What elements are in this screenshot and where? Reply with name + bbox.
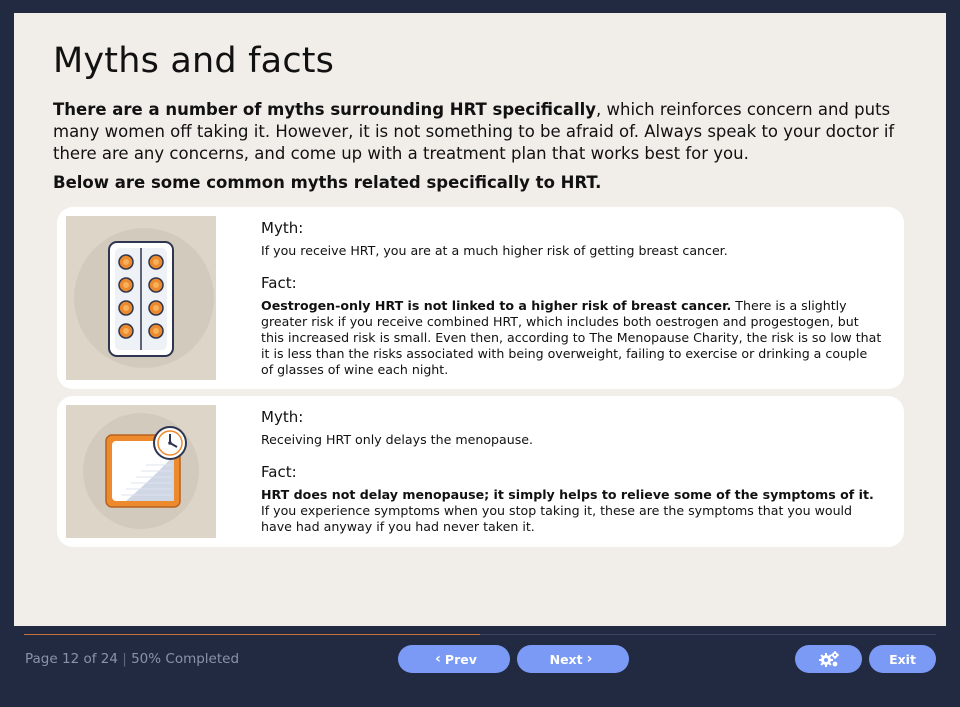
subheading: Below are some common myths related specifically to HRT. — [53, 173, 602, 192]
page-indicator: Page 12 of 24 — [25, 651, 118, 667]
intro-bold: There are a number of myths surrounding HRT specifically — [53, 100, 597, 119]
intro-paragraph — [53, 99, 913, 165]
fact-bold: Oestrogen-only HRT is not linked to a higher risk of breast cancer. — [261, 298, 732, 313]
chevron-right-icon: › — [586, 651, 593, 667]
fact-text — [261, 487, 882, 535]
prev-label: Prev — [444, 651, 477, 667]
calendar-clock-icon — [66, 405, 216, 538]
next-button[interactable] — [517, 645, 629, 673]
card-2-text — [261, 408, 882, 535]
next-label: Next — [549, 651, 583, 667]
intro-rest: , which reinforces concern and puts many women off taking it. However, it is not something to be afraid of. Always speak to your doctor if there are any concerns, and come up with a treatment plan that works best for you. — [53, 100, 895, 163]
page-title: Myths and facts — [53, 41, 335, 81]
fact-bold: HRT does not delay menopause; it simply helps to relieve some of the symptoms of it. — [261, 487, 874, 502]
status-separator: | — [122, 651, 127, 667]
calendar-clock-illustration — [66, 405, 216, 538]
myth-label: Myth: — [261, 219, 304, 237]
fact-text — [261, 298, 882, 378]
pill-pack-illustration — [66, 216, 216, 380]
chevron-left-icon: ‹ — [435, 651, 441, 667]
prev-button[interactable] — [398, 645, 510, 673]
fact-label: Fact: — [261, 274, 297, 292]
myth-card-1 — [57, 207, 904, 389]
card-1-text — [261, 219, 882, 378]
progress-track — [24, 634, 936, 635]
myth-card-2 — [57, 396, 904, 547]
gears-icon — [818, 650, 840, 668]
settings-button[interactable] — [795, 645, 862, 673]
progress-fill — [24, 634, 480, 635]
page-status — [25, 651, 239, 667]
exit-button[interactable]: Exit — [869, 645, 936, 673]
myth-text: Receiving HRT only delays the menopause. — [261, 432, 534, 447]
pill-pack-icon — [66, 216, 216, 380]
fact-rest: If you experience symptoms when you stop taking it, these are the symptoms that you would have had anyway if you had never taken it. — [261, 503, 853, 534]
fact-rest: There is a slightly greater risk if you receive combined HRT, which includes both oestrogen and progestogen, but this increased risk is small. Even then, according to The Menopause Charity, the risk is so low that it is less than the risks associated with being overweight, failing to exercise or drinking a couple of glasses of wine each night. — [261, 298, 882, 377]
slide-content — [14, 13, 946, 626]
fact-label: Fact: — [261, 463, 297, 481]
myth-text: If you receive HRT, you are at a much higher risk of getting breast cancer. — [261, 243, 728, 258]
completion-percentage: 50% Completed — [131, 651, 240, 667]
myth-label: Myth: — [261, 408, 304, 426]
